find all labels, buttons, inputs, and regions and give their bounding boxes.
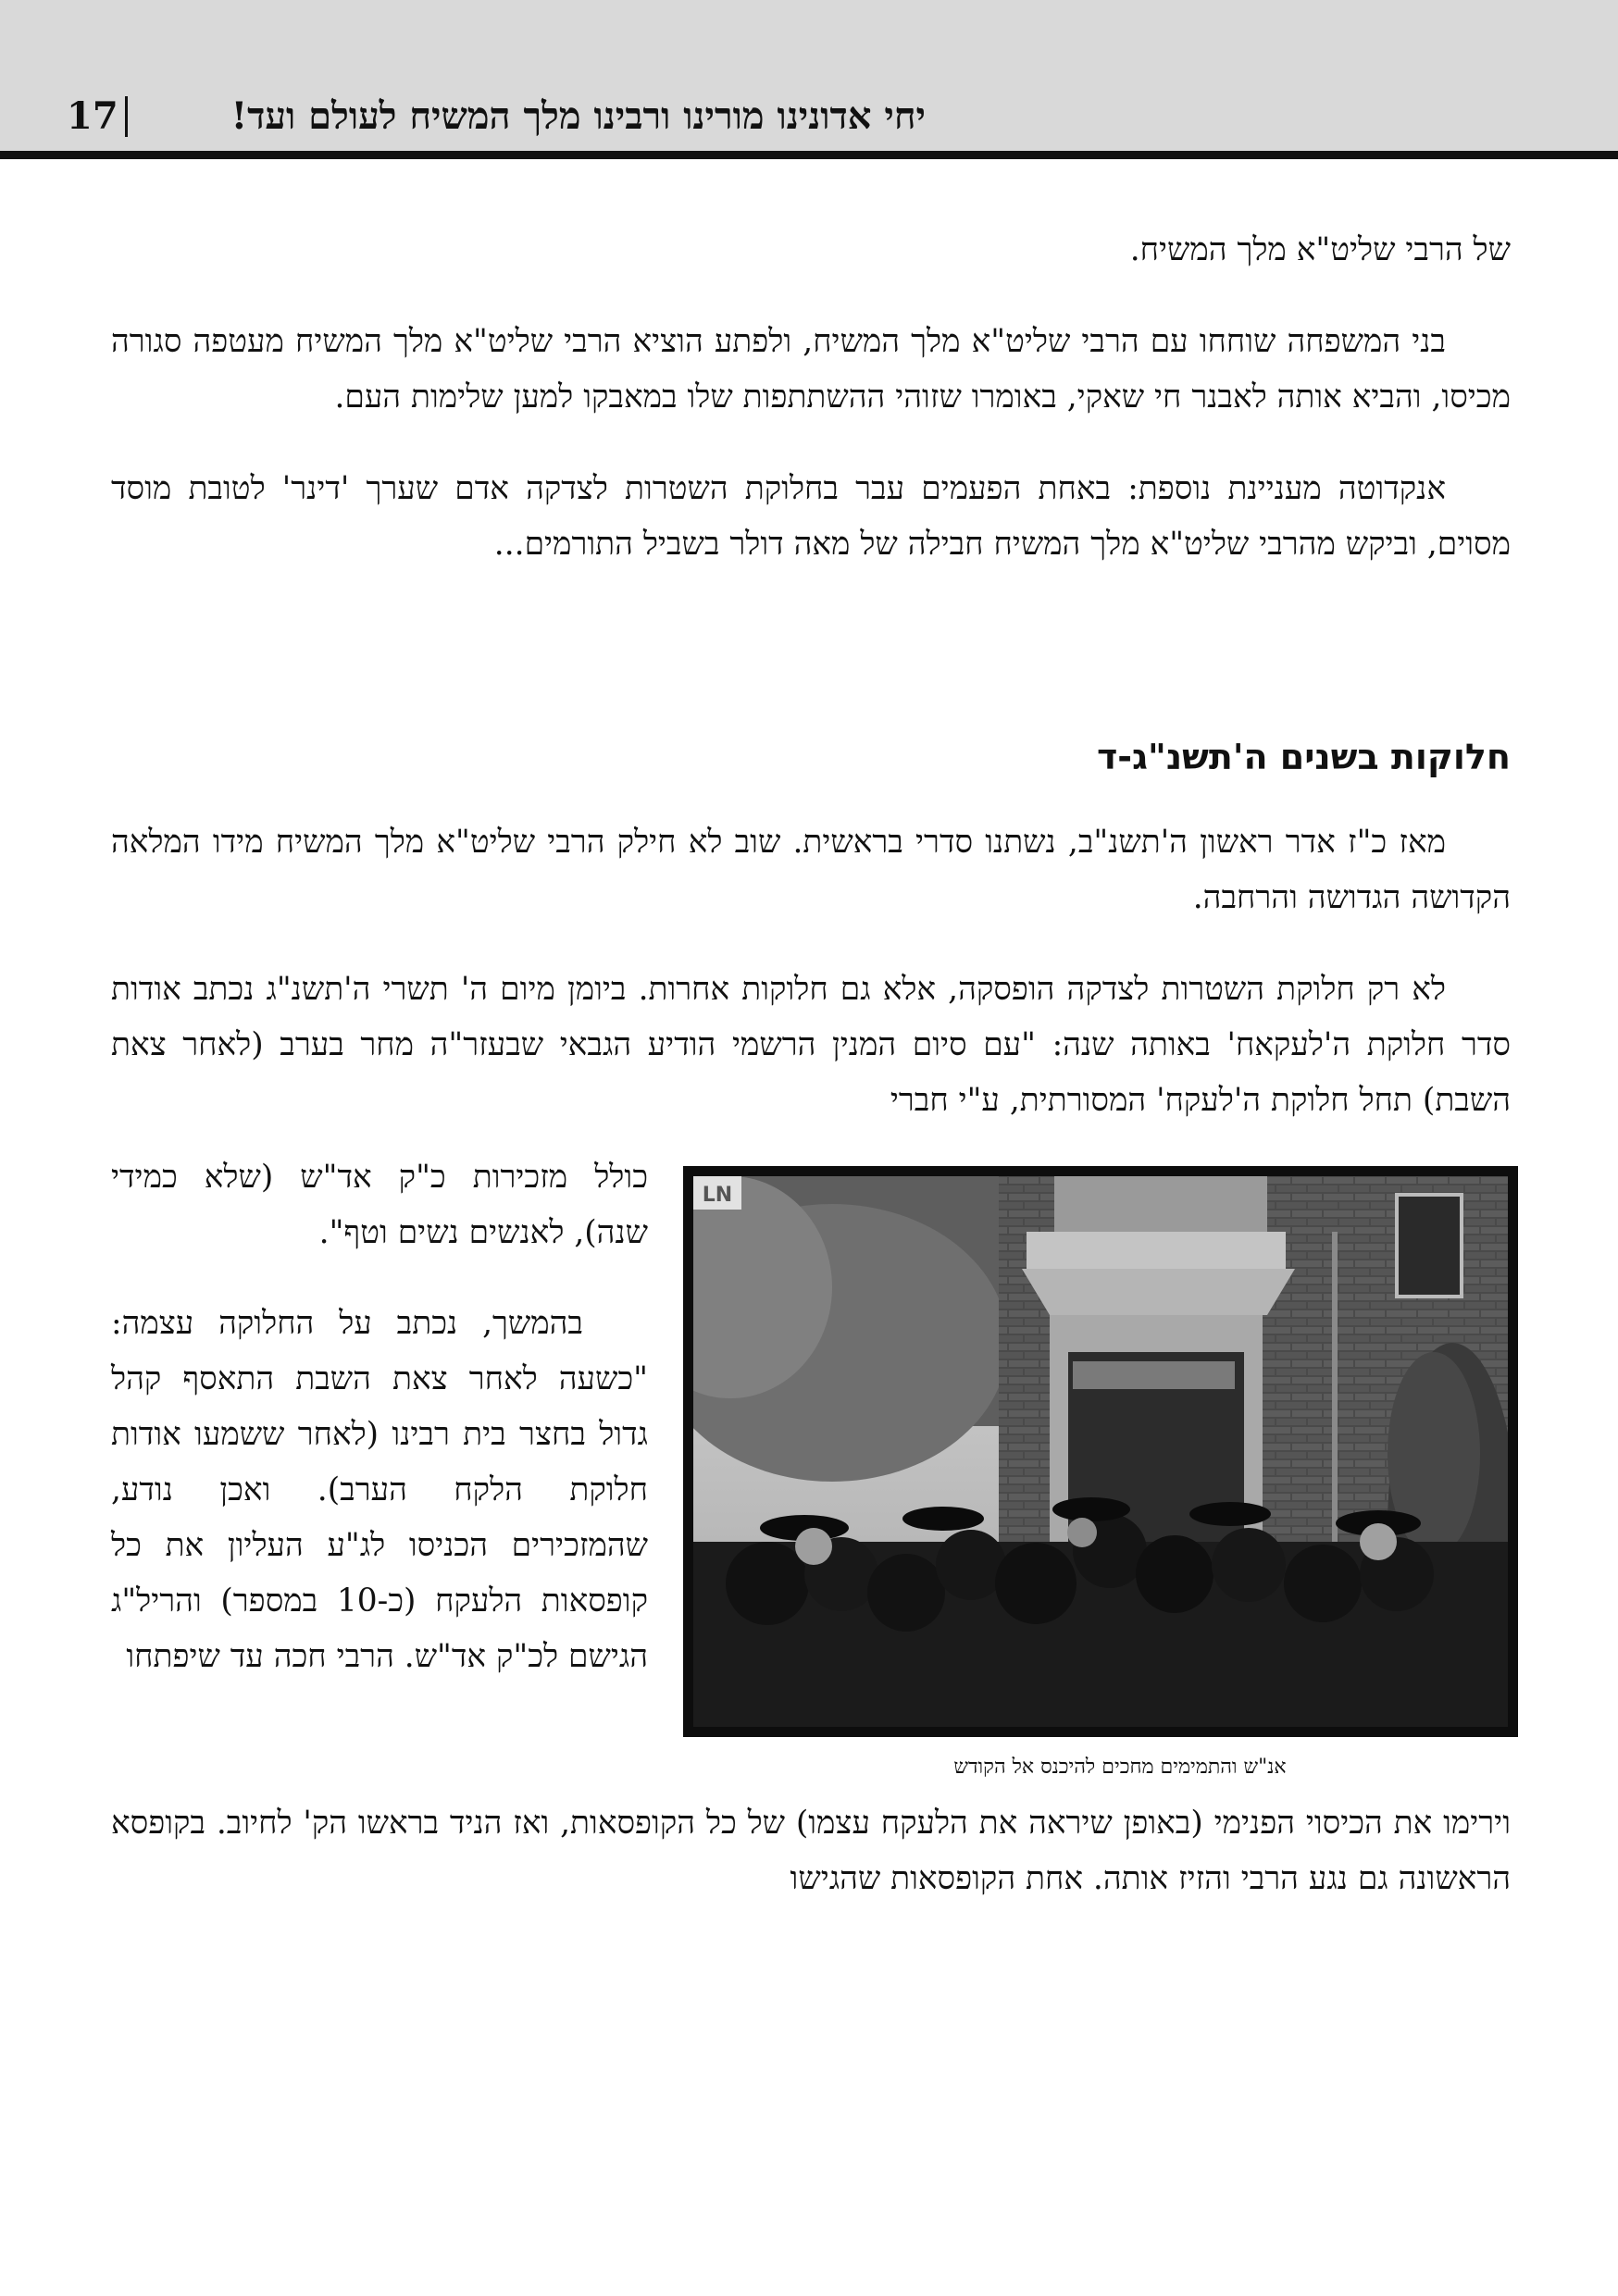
paragraph-7: וירימו את הכיסוי הפנימי (באופן שיראה את הלעקח עצמו) של כל הקופסאות, ואז הניד בראשו הק' לחיוב. בקופסא הראשונה גם נגע הרבי והזיז אותה. אחת הקופסאות שהגישו — [111, 1805, 1511, 1897]
paragraph-4: מאז כ"ז אדר ראשון ה'תשנ"ב, נשתנו סדרי בראשית. שוב לא חילק הרבי שליט"א מלך המשיח מידו המלאה הקדושה הגדושה והרחבה. — [111, 824, 1511, 916]
paragraph-2: בני המשפחה שוחחו עם הרבי שליט"א מלך המשיח, ולפתע הוציא הרבי שליט"א מלך המשיח מעטפה סגורה מכיסו, והביא אותה לאבנר חי שאקי, באומרו שזוהי ההשתתפות שלו במאבקו למען שלימות העם. — [111, 323, 1511, 416]
paragraph-6: בהמשך, נכתב על החלוקה עצמה: "כשעה לאחר צאת השבת התאסף קהל גדול בחצר בית רבינו (לאחר ששמעו אודות חלוקת הלקח הערב). ואכן נודע, שהמזכירים הכניסו לג"ע העליון את כל קופסאות הלעקח (כ-10 במספר) והריל"ג הגישם לכ"ק אד"ש. הרבי חכה עד שיפתחו — [111, 1305, 649, 1675]
paragraph-3: אנקדוטה מעניינת נוספת: באחת הפעמים עבר בחלוקת השטרות לצדקה אדם שערך 'דינר' לטובת מוסד מסוים, וביקש מהרבי שליט"א מלך המשיח חבילה של מאה דולר בשביל התורמים... — [111, 470, 1511, 563]
body-text-bottom — [111, 1795, 1511, 1906]
paragraph-5-continued: כולל מזכירות כ"ק אד"ש (שלא כמידי שנה), לאנשים נשים וטף". — [111, 1159, 648, 1251]
body-text-middle — [111, 814, 1511, 1128]
photo-caption: אנ"ש והתמימים מחכים להיכנס אל הקודש — [953, 1756, 1287, 1779]
photo-illustration — [693, 1176, 1508, 1727]
photo-watermark: LN — [702, 1184, 733, 1207]
paragraph-5: לא רק חלוקת השטרות לצדקה הופסקה, אלא גם חלוקות אחרות. ביומן מיום ה' תשרי ה'תשנ"ג נכתב אודות סדר חלוקת ה'לעקאח' באותה שנה: "עם סיום המנין הרשמי הודיע הגבאי שבעזר"ה מחר בערב (לאחר צאת השבת) תחל חלוקת ה'לעקח' המסורתית, ע"י חברי — [111, 971, 1511, 1119]
running-title: יחי אדונינו מורינו ורבינו מלך המשיח לעולם ועד! — [230, 94, 926, 138]
body-text-top — [111, 222, 1511, 572]
section-heading: חלוקות בשנים ה'תשנ"ג-ד — [1096, 737, 1511, 777]
page-number-separator — [125, 96, 128, 137]
header-rule — [0, 151, 1618, 159]
photo — [683, 1166, 1518, 1737]
paragraph-1: של הרבי שליט"א מלך המשיח. — [1129, 231, 1511, 268]
side-column — [111, 1149, 648, 1684]
page-number: 17 — [67, 94, 118, 138]
